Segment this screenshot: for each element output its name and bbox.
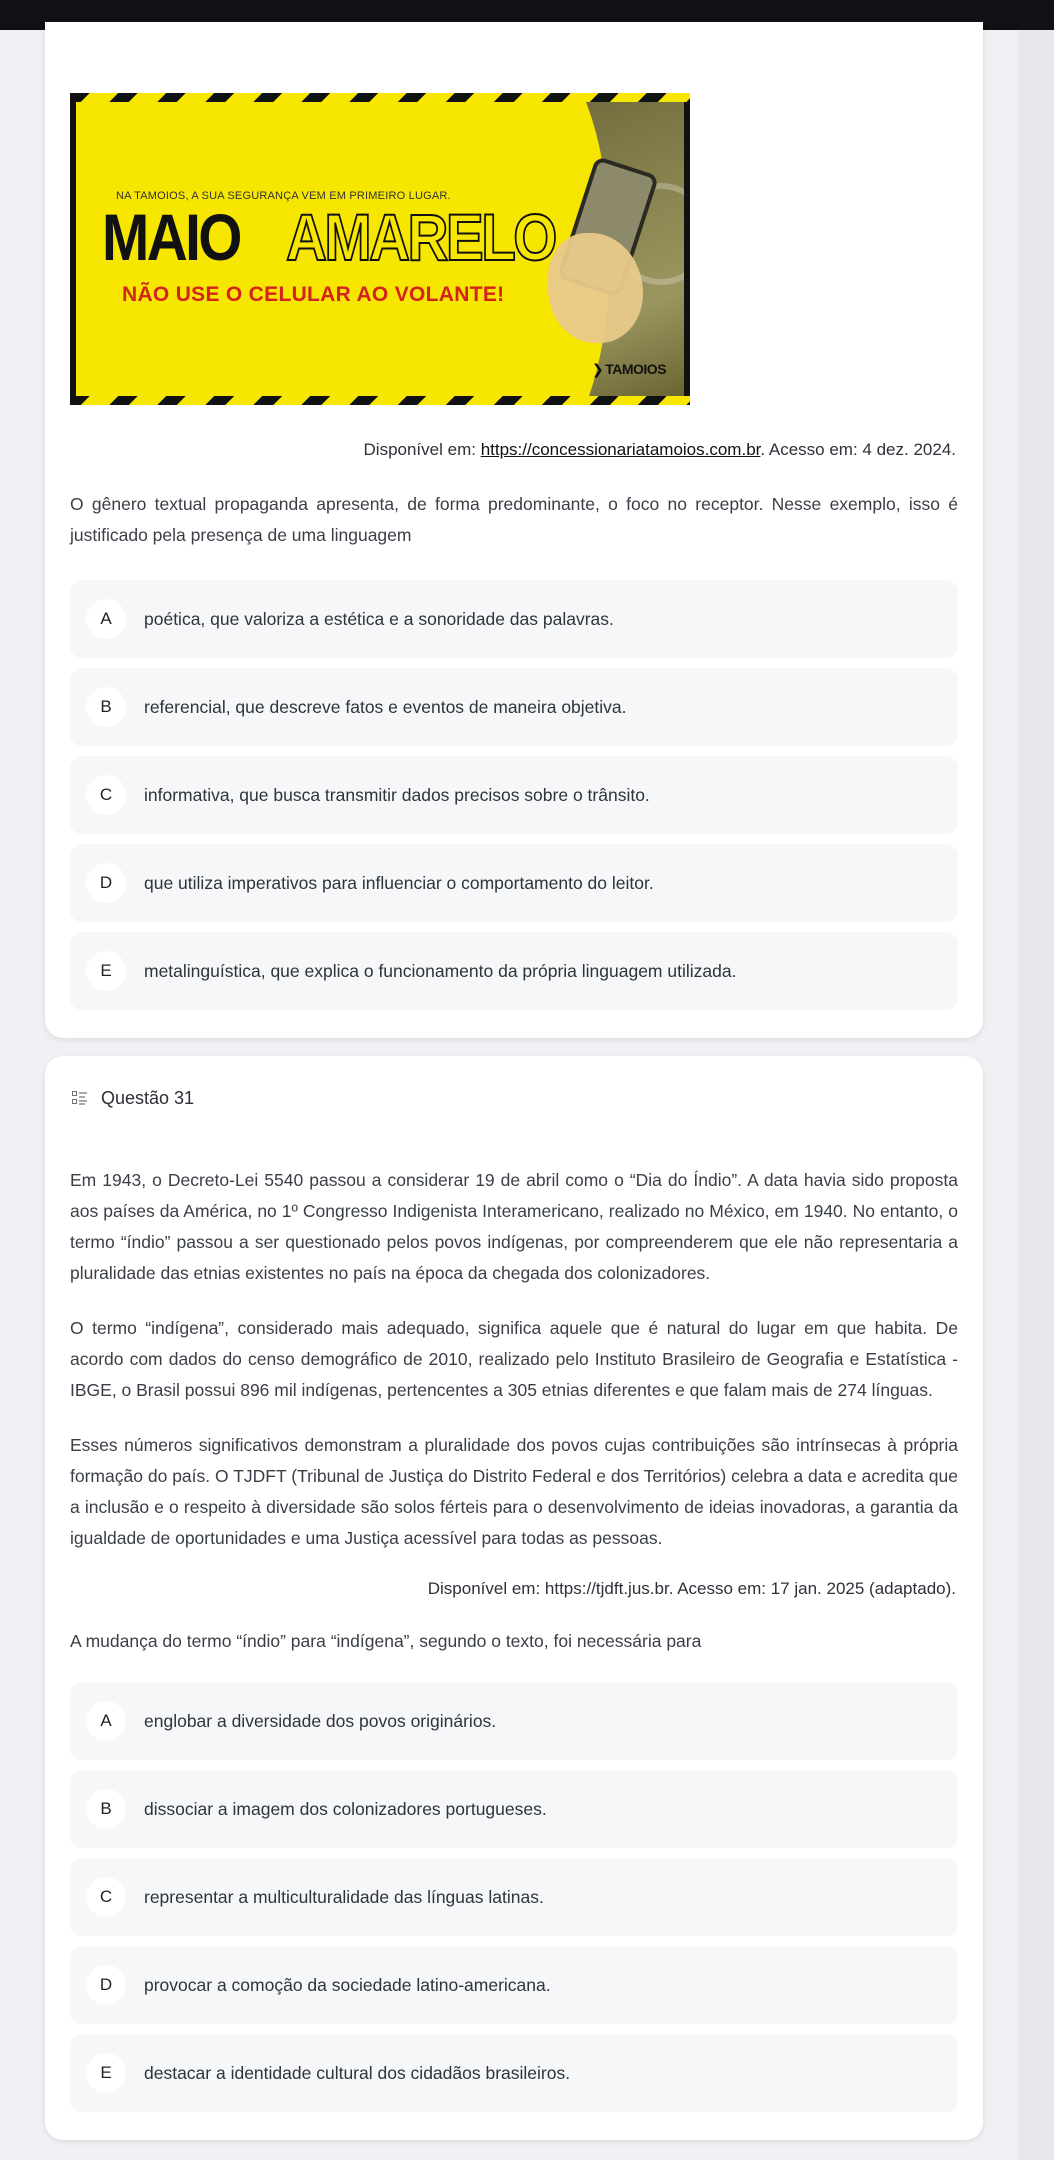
source-link[interactable]: https://concessionariatamoios.com.br <box>480 440 761 459</box>
banner-warning: NÃO USE O CELULAR AO VOLANTE! <box>122 283 505 306</box>
question-card-31 <box>45 1056 983 2140</box>
question-stem: A mudança do termo “índio” para “indígena”, segundo o texto, foi necessária para <box>70 1631 702 1651</box>
question-card-30 <box>45 22 983 1038</box>
option-e[interactable] <box>70 2034 958 2112</box>
list-icon <box>72 1090 88 1106</box>
option-letter: B <box>86 1789 126 1829</box>
option-letter: A <box>86 599 126 639</box>
option-d[interactable] <box>70 1946 958 2024</box>
option-text: informativa, que busca transmitir dados precisos sobre o trânsito. <box>144 785 650 805</box>
banner-title-amarelo: AMARELO <box>286 200 555 274</box>
option-b[interactable] <box>70 668 958 746</box>
option-letter: E <box>86 2053 126 2093</box>
option-letter: A <box>86 1701 126 1741</box>
option-c[interactable] <box>70 1858 958 1936</box>
passage-paragraph-1: Em 1943, o Decreto-Lei 5540 passou a considerar 19 de abril como o “Dia do Índio”. A data havia sido proposta aos países da América, no 1º Congresso Indigenista Interamericano, realizado no México, em 1940. No entanto, o termo “índio” passou a ser questionado pelos povos indígenas, por compreenderem que ele não representaria a pluralidade das etnias existentes no país na época da chegada dos colonizadores. <box>70 1170 958 1283</box>
option-d[interactable] <box>70 844 958 922</box>
option-letter: D <box>86 863 126 903</box>
chevron-right-icon: ❯ <box>592 361 604 377</box>
option-letter: D <box>86 1965 126 2005</box>
option-text: poética, que valoriza a estética e a sonoridade das palavras. <box>144 609 614 629</box>
option-text: representar a multiculturalidade das línguas latinas. <box>144 1887 544 1907</box>
banner-tagline: NA TAMOIOS, A SUA SEGURANÇA VEM EM PRIMEIRO LUGAR. <box>116 190 451 202</box>
option-text: que utiliza imperativos para influenciar o comportamento do leitor. <box>144 873 654 893</box>
question-title: Questão 31 <box>101 1088 195 1108</box>
option-letter: C <box>86 775 126 815</box>
campaign-banner-image <box>70 93 690 405</box>
option-a[interactable] <box>70 1682 958 1760</box>
option-letter: E <box>86 951 126 991</box>
hazard-stripe-bottom <box>70 396 690 405</box>
option-text: englobar a diversidade dos povos originários. <box>144 1711 497 1731</box>
option-c[interactable] <box>70 756 958 834</box>
hazard-stripe-top <box>70 93 690 102</box>
option-a[interactable] <box>70 580 958 658</box>
option-letter: C <box>86 1877 126 1917</box>
source-citation: Disponível em: https://tjdft.jus.br. Acesso em: 17 jan. 2025 (adaptado). <box>427 1579 956 1598</box>
option-text: destacar a identidade cultural dos cidadãos brasileiros. <box>144 2063 571 2083</box>
option-text: provocar a comoção da sociedade latino-americana. <box>144 1975 551 1995</box>
option-text: dissociar a imagem dos colonizadores portugueses. <box>144 1799 547 1819</box>
passage-paragraph-2: O termo “indígena”, considerado mais adequado, significa aquele que é natural do lugar em que habita. De acordo com dados do censo demográfico de 2010, realizado pelo Instituto Brasileiro de Geografia e Estatística - IBGE, o Brasil possui 896 mil indígenas, pertencentes a 305 etnias diferentes e que falam mais de 274 línguas. <box>70 1318 958 1400</box>
option-e[interactable] <box>70 932 958 1010</box>
option-text: referencial, que descreve fatos e eventos de maneira objetiva. <box>144 697 627 717</box>
source-citation: Disponível em: https://concessionariatamoios.com.br. Acesso em: 4 dez. 2024. <box>363 440 956 459</box>
passage-paragraph-3: Esses números significativos demonstram a pluralidade dos povos cujas contribuições são intrínsecas à própria formação do país. O TJDFT (Tribunal de Justiça do Distrito Federal e dos Territórios) celebra a data e acredita que a inclusão e o respeito à diversidade são solos férteis para o desenvolvimento de ideias inovadoras, a garantia da igualdade de oportunidades e uma Justiça acessível para todas as pessoas. <box>70 1435 958 1548</box>
banner-title-maio: MAIO <box>102 200 240 274</box>
tamoios-logo: ❯ TAMOIOS <box>592 361 667 377</box>
option-letter: B <box>86 687 126 727</box>
question-stem: O gênero textual propaganda apresenta, de forma predominante, o foco no receptor. Nesse exemplo, isso é justificado pela presença de uma linguagem <box>70 494 958 545</box>
scroll-rail[interactable] <box>1018 30 1054 2160</box>
option-b[interactable] <box>70 1770 958 1848</box>
option-text: metalinguística, que explica o funcionamento da própria linguagem utilizada. <box>144 961 737 981</box>
